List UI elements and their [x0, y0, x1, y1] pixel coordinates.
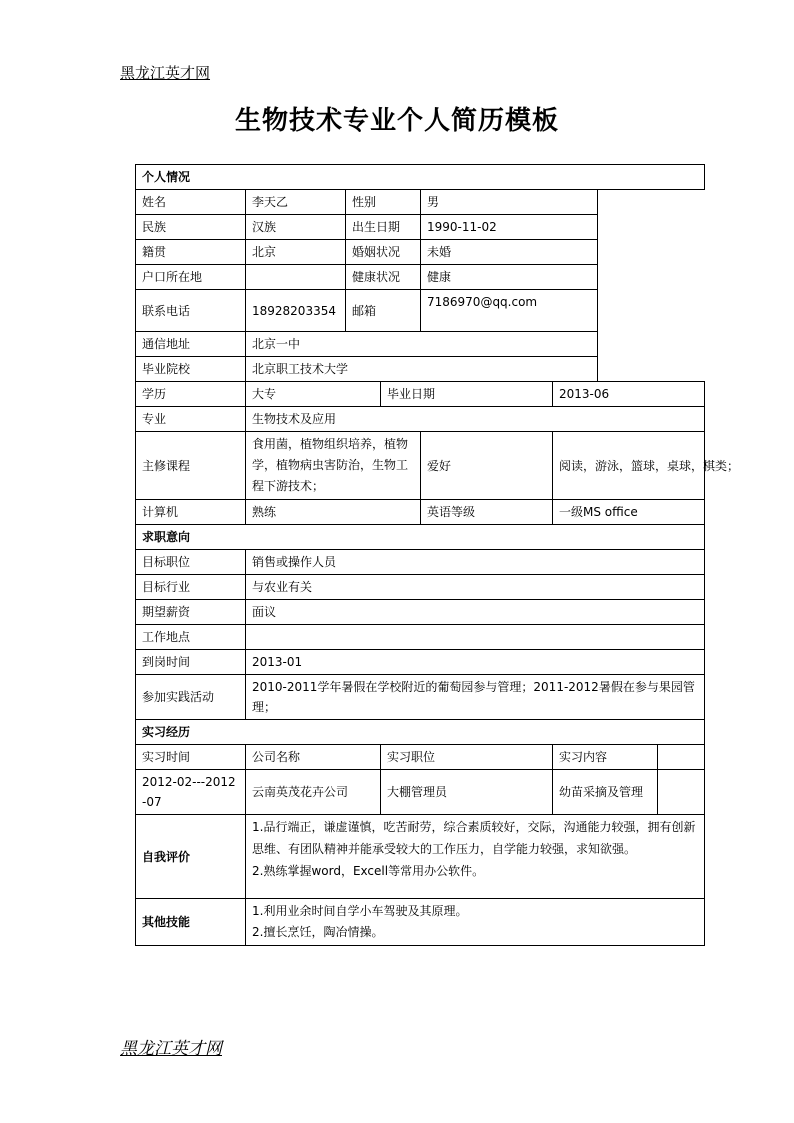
self-eval-line-1: 1.品行端正，谦虚谨慎，吃苦耐劳，综合素质较好，交际，沟通能力较强，拥有创新思维、有团队精神并能承受较大的工作压力，自学能力较强，求知欲强。: [252, 820, 696, 856]
skills-value: [246, 899, 705, 946]
location-label: 工作地点: [136, 625, 246, 650]
skills-label: 其他技能: [136, 899, 246, 946]
english-value: 一级MS office: [553, 500, 705, 525]
address-label: 通信地址: [136, 332, 246, 357]
email-label: 邮箱: [346, 290, 421, 332]
hukou-label: 户口所在地: [136, 265, 246, 290]
section-internship: 实习经历: [136, 720, 705, 745]
industry-label: 目标行业: [136, 575, 246, 600]
table-row: [136, 770, 705, 815]
industry-value: 与农业有关: [246, 575, 705, 600]
practice-label: 参加实践活动: [136, 675, 246, 720]
start-value: 2013-01: [246, 650, 705, 675]
position-value: 销售或操作人员: [246, 550, 705, 575]
hukou-value: [246, 265, 346, 290]
gender-value: 男: [421, 190, 598, 215]
computer-value: 熟练: [246, 500, 421, 525]
salary-value: 面议: [246, 600, 705, 625]
school-value: 北京职工技术大学: [246, 357, 598, 382]
degree-label: 学历: [136, 382, 246, 407]
marital-label: 婚姻状况: [346, 240, 421, 265]
hobby-value: 阅读，游泳，篮球，桌球，棋类；: [553, 432, 705, 500]
practice-value: 2010-2011学年暑假在学校附近的葡萄园参与管理；2011-2012暑假在参与果园管理；: [246, 675, 705, 720]
skills-line-2: 2.擅长烹饪，陶冶情操。: [252, 925, 384, 939]
intern-header-company: 公司名称: [246, 745, 381, 770]
ethnicity-label: 民族: [136, 215, 246, 240]
native-label: 籍贯: [136, 240, 246, 265]
start-label: 到岗时间: [136, 650, 246, 675]
intern-header-time: 实习时间: [136, 745, 246, 770]
birth-label: 出生日期: [346, 215, 421, 240]
english-label: 英语等级: [421, 500, 553, 525]
self-eval-line-2: 2.熟练掌握word，Excell等常用办公软件。: [252, 864, 485, 878]
resume-table: [135, 164, 740, 946]
position-label: 目标职位: [136, 550, 246, 575]
intern-time: 2012-02---2012-07: [136, 770, 246, 815]
self-eval-label: 自我评价: [136, 815, 246, 899]
grad-date-label: 毕业日期: [381, 382, 553, 407]
address-value: 北京一中: [246, 332, 598, 357]
self-eval-value: [246, 815, 705, 899]
internship-header-row: [136, 745, 705, 770]
degree-value: 大专: [246, 382, 381, 407]
marital-value: 未婚: [421, 240, 598, 265]
school-label: 毕业院校: [136, 357, 246, 382]
intern-role: 大棚管理员: [381, 770, 553, 815]
footer-site-link[interactable]: 黑龙江英才网: [120, 1039, 222, 1059]
intern-header-blank: [658, 745, 705, 770]
computer-label: 计算机: [136, 500, 246, 525]
hobby-label: 爱好: [421, 432, 553, 500]
phone-label: 联系电话: [136, 290, 246, 332]
birth-value: 1990-11-02: [421, 215, 598, 240]
courses-label: 主修课程: [136, 432, 246, 500]
ethnicity-value: 汉族: [246, 215, 346, 240]
name-label: 姓名: [136, 190, 246, 215]
courses-value: 食用菌，植物组织培养，植物学，植物病虫害防治，生物工程下游技术；: [246, 432, 421, 500]
phone-value: 18928203354: [246, 290, 346, 332]
intern-content: 幼苗采摘及管理: [553, 770, 658, 815]
health-label: 健康状况: [346, 265, 421, 290]
intern-company: 云南英茂花卉公司: [246, 770, 381, 815]
intern-header-role: 实习职位: [381, 745, 553, 770]
section-intent: 求职意向: [136, 525, 705, 550]
header-site-link[interactable]: 黑龙江英才网: [120, 64, 211, 82]
email-value: 7186970@qq.com: [421, 290, 598, 332]
resume-title: 生物技术专业个人简历模板: [234, 106, 559, 136]
gender-label: 性别: [346, 190, 421, 215]
skills-line-1: 1.利用业余时间自学小车驾驶及其原理。: [252, 904, 468, 918]
intern-blank: [658, 770, 705, 815]
name-value: 李天乙: [246, 190, 346, 215]
photo-cell: [598, 190, 705, 382]
major-label: 专业: [136, 407, 246, 432]
salary-label: 期望薪资: [136, 600, 246, 625]
intern-header-content: 实习内容: [553, 745, 658, 770]
location-value: [246, 625, 705, 650]
health-value: 健康: [421, 265, 598, 290]
major-value: 生物技术及应用: [246, 407, 705, 432]
section-personal: 个人情况: [136, 165, 705, 190]
native-value: 北京: [246, 240, 346, 265]
grad-date-value: 2013-06: [553, 382, 705, 407]
